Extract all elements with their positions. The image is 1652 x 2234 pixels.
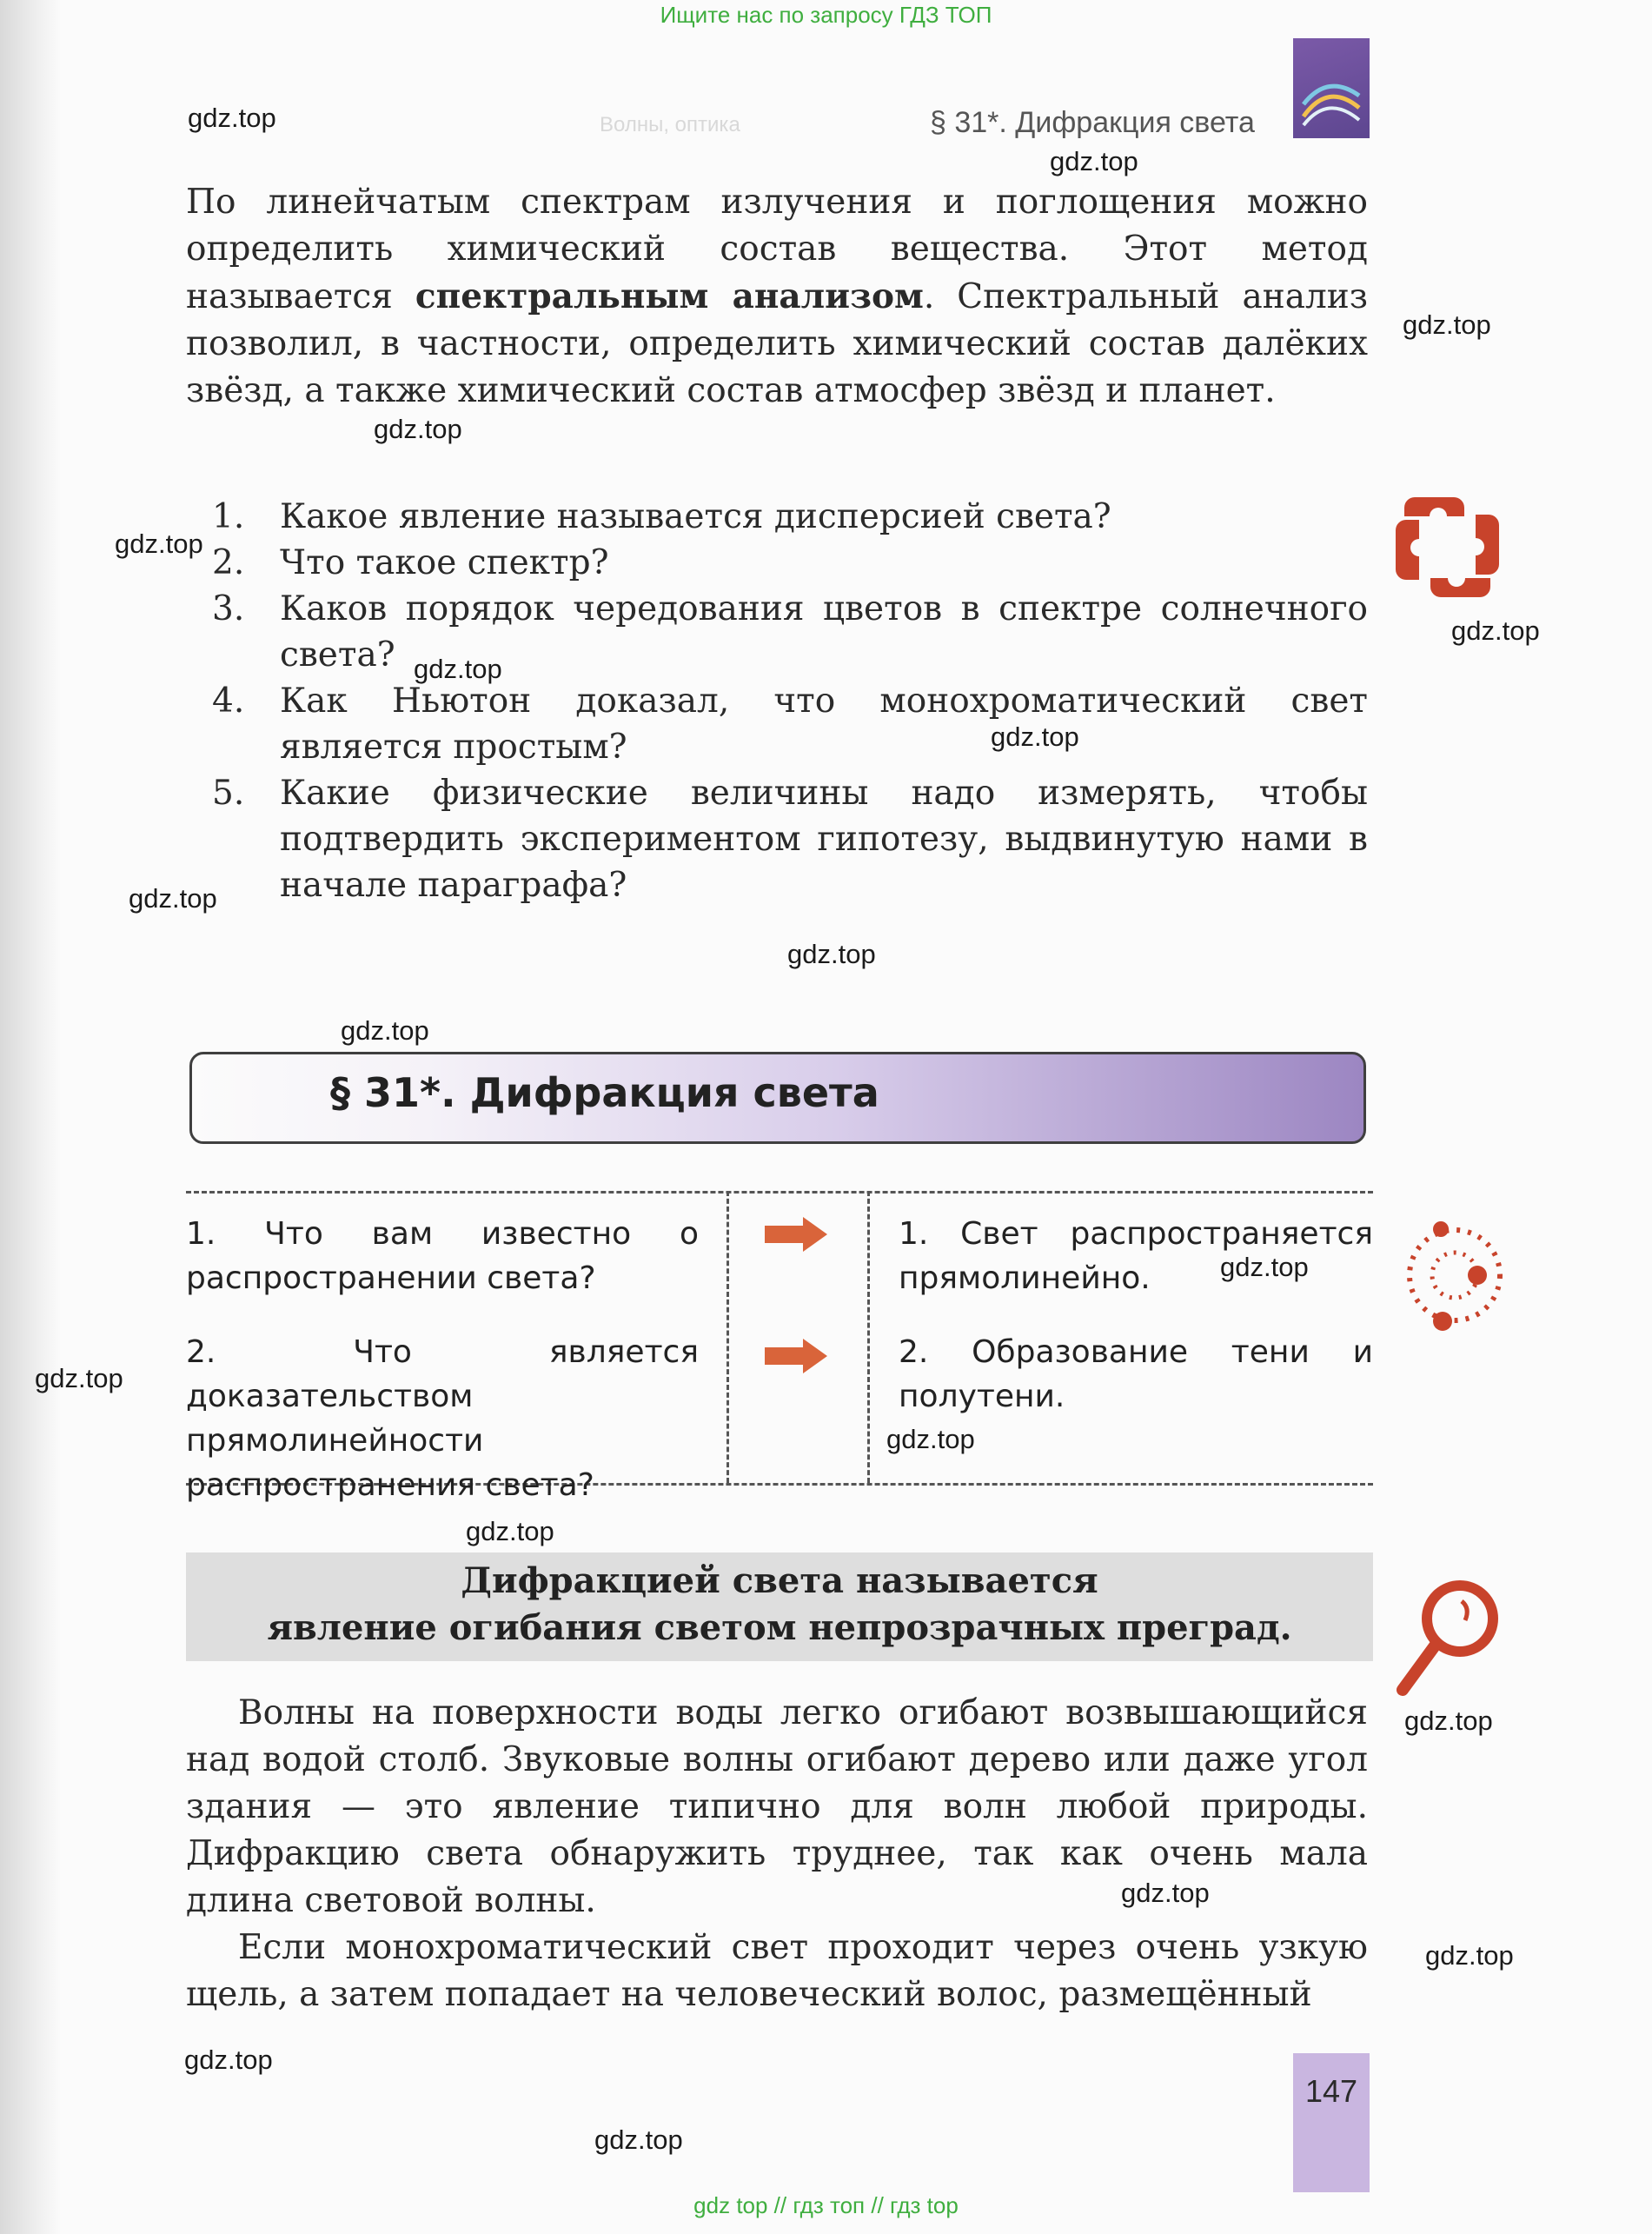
- bottom-banner[interactable]: gdz top // гдз топ // гдз top: [693, 2192, 959, 2218]
- watermark: gdz.top: [374, 414, 462, 444]
- ghost-header-text: Волны, оптика: [600, 113, 740, 136]
- waves-icon: [1293, 38, 1370, 138]
- intro-text-end: . Спектральный анализ позволил, в частности, определить химический состав далёких звёзд, а также химический состав атмосфер звёзд и планет.: [186, 277, 1368, 410]
- question-text: Какие физические величины надо измерять, чтобы подтвердить экспериментом гипотезу, выдвинутую нами в начале параграфа?: [280, 774, 1368, 905]
- table-answer-2: 2. Образование тени и полутени.: [899, 1334, 1373, 1414]
- question-text: Как Ньютон доказал, что монохроматический свет является простым?: [280, 682, 1368, 767]
- question-item: [212, 540, 1368, 586]
- watermark: gdz.top: [787, 939, 876, 969]
- arrow-right-icon: [761, 1337, 831, 1375]
- question-item: [212, 494, 1368, 540]
- table-answer-1: 1. Свет распространяется прямолинейно.: [899, 1216, 1373, 1296]
- intro-paragraph: [186, 179, 1368, 415]
- watermark: gdz.top: [1121, 1878, 1210, 1908]
- definition-text: [186, 1558, 1373, 1652]
- intro-text-start: По линейчатым спектрам излучения и поглощения можно определить химический состав вещества. Этот метод называется: [186, 183, 1368, 316]
- table-question-2: 2. Что является доказательством прямолинейности распространения света?: [186, 1334, 699, 1503]
- watermark: gdz.top: [1050, 146, 1138, 176]
- puzzle-icon: [1389, 489, 1506, 606]
- watermark: gdz.top: [886, 1424, 975, 1454]
- watermark: gdz.top: [414, 654, 502, 684]
- question-number: 5.: [212, 774, 245, 813]
- definition-line-1: Дифракцией света называется: [461, 1560, 1098, 1601]
- table-divider-left: [726, 1191, 729, 1483]
- question-text: Каков порядок чередования цветов в спектре солнечного света?: [280, 589, 1368, 675]
- top-banner[interactable]: Ищите нас по запросу ГДЗ ТОП: [660, 2, 992, 28]
- watermark: gdz.top: [1220, 1252, 1309, 1282]
- question-item: [212, 586, 1368, 678]
- watermark: gdz.top: [184, 2045, 273, 2075]
- intro-bold-term: спектральным анализом: [415, 276, 924, 316]
- watermark: gdz.top: [1425, 1940, 1514, 1971]
- watermark: gdz.top: [1403, 309, 1491, 340]
- question-text: Что такое спектр?: [280, 543, 609, 582]
- watermark: gdz.top: [466, 1516, 554, 1546]
- question-number: 2.: [212, 543, 245, 582]
- watermark: gdz.top: [341, 1015, 429, 1046]
- body-paragraph-2: Если монохроматический свет проходит через очень узкую щель, а затем попадает на человеческий волос, размещённый: [186, 1928, 1368, 2014]
- section-title: § 31*. Дифракция света: [330, 1069, 879, 1116]
- page-number: 147: [1304, 2073, 1358, 2109]
- definition-line-2: явление огибания светом непрозрачных преград.: [267, 1607, 1292, 1648]
- watermark: gdz.top: [115, 529, 203, 559]
- watermark: gdz.top: [188, 103, 276, 133]
- table-top-border: [186, 1191, 1373, 1193]
- question-number: 4.: [212, 682, 245, 721]
- watermark: gdz.top: [129, 883, 217, 914]
- watermark: gdz.top: [1404, 1705, 1493, 1736]
- question-number: 1.: [212, 497, 245, 536]
- atom-icon: [1394, 1210, 1516, 1340]
- table-divider-right: [867, 1191, 870, 1483]
- watermark: gdz.top: [1451, 615, 1540, 646]
- watermark: gdz.top: [594, 2124, 683, 2155]
- review-questions: [212, 494, 1368, 908]
- question-item: [212, 678, 1368, 770]
- magnifier-icon: [1390, 1572, 1512, 1702]
- watermark: gdz.top: [35, 1363, 123, 1393]
- watermark: gdz.top: [991, 721, 1079, 752]
- question-item: [212, 770, 1368, 908]
- question-text: Какое явление называется дисперсией света?: [280, 497, 1111, 536]
- running-header-title: § 31*. Дифракция света: [930, 106, 1255, 139]
- body-paragraph-1: Волны на поверхности воды легко огибают возвышающийся над водой столб. Звуковые волны огибают дерево или даже угол здания — это явление типично для волн любой природы. Дифракцию света обнаружить труднее, так как очень мала длина световой волны.: [186, 1693, 1368, 1920]
- arrow-right-icon: [761, 1215, 831, 1253]
- book-spine-shadow: [0, 0, 61, 2234]
- question-number: 3.: [212, 589, 245, 628]
- chapter-tab: [1293, 38, 1370, 138]
- table-question-1: 1. Что вам известно о распространении света?: [186, 1216, 699, 1296]
